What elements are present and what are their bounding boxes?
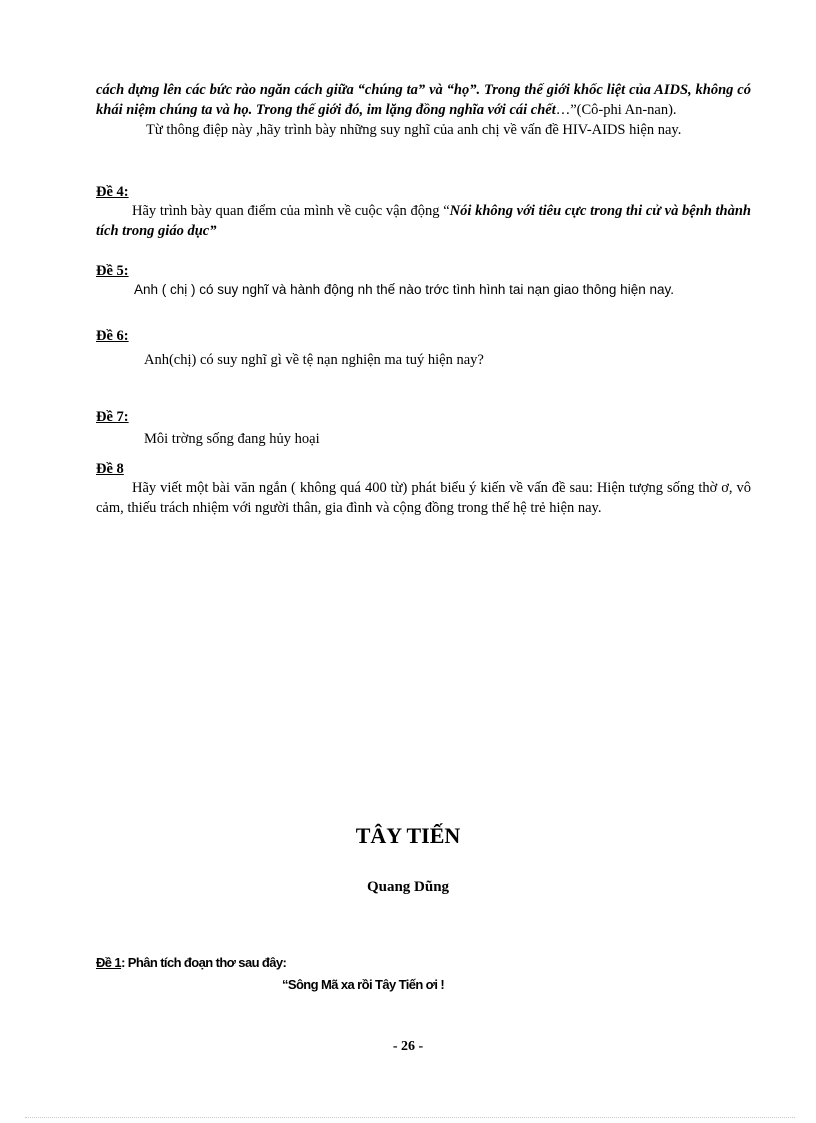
de4-heading: Đề 4: <box>96 184 129 200</box>
page-bottom-divider <box>25 1117 795 1118</box>
de7-heading: Đề 7: <box>96 409 129 425</box>
poem-de1-heading: Đề 1 <box>96 955 122 970</box>
de8-heading: Đề 8 <box>96 461 124 477</box>
de4-section <box>96 183 751 241</box>
intro-quote-emphasis: cách dựng lên các bức rào ngăn cách giữa “chúng ta” và “họ”. Trong thế giới khốc liệt của AIDS, không có khái niệm chúng ta và họ. Trong thế giới đó, im lặng đồng nghĩa với cái chết <box>96 82 751 118</box>
de6-heading: Đề 6: <box>96 328 129 344</box>
intro-quote-attribution: …”(Cô-phi An-nan). <box>555 102 677 118</box>
de6-text: Anh(chị) có suy nghĩ gì về tệ nạn nghiện ma tuý hiện nay? <box>144 352 484 368</box>
poem-first-line: “Sông Mã xa rồi Tây Tiến ơi ! <box>282 977 445 992</box>
de8-section <box>96 460 751 518</box>
intro-quote <box>96 80 751 120</box>
intro-prompt: Từ thông điệp này ,hãy trình bày những suy nghĩ của anh chị về vấn đề HIV-AIDS hiện nay. <box>146 122 682 138</box>
de4-text-plain: Hãy trình bày quan điểm của mình về cuộc vận động “ <box>132 203 450 219</box>
de4-text-emphasis: Nói không với tiêu cực trong thi cử và bệnh thành tích trong giáo dục <box>96 203 752 239</box>
de6-section <box>96 327 751 370</box>
de4-text <box>96 201 751 241</box>
de7-section <box>96 408 751 449</box>
intro-section <box>96 80 751 140</box>
de5-heading: Đề 5: <box>96 263 129 279</box>
page-number: - 26 - <box>392 1039 424 1054</box>
de7-text: Môi trờng sống đang hủy hoại <box>144 431 320 447</box>
poem-de1 <box>96 955 751 970</box>
de8-text: Hãy viết một bài văn ngắn ( không quá 400 từ) phát biểu ý kiến về vấn đề sau: Hiện tượng sống thờ ơ, vô cảm, thiếu trách nhiệm với người thân, gia đình và cộng đồng trong thế hệ trẻ hiện nay. <box>96 480 751 516</box>
de5-section <box>96 262 751 300</box>
de5-text: Anh ( chị ) có suy nghĩ và hành động nh thế nào trớc tình hình tai nạn giao thông hiện nay. <box>134 282 674 297</box>
poem-de1-text: : Phân tích đoạn thơ sau đây: <box>121 955 287 970</box>
poem-author: Quang Dũng <box>366 879 450 895</box>
de4-text-end: ” <box>209 223 217 239</box>
poem-title: TÂY TIẾN <box>355 823 461 848</box>
